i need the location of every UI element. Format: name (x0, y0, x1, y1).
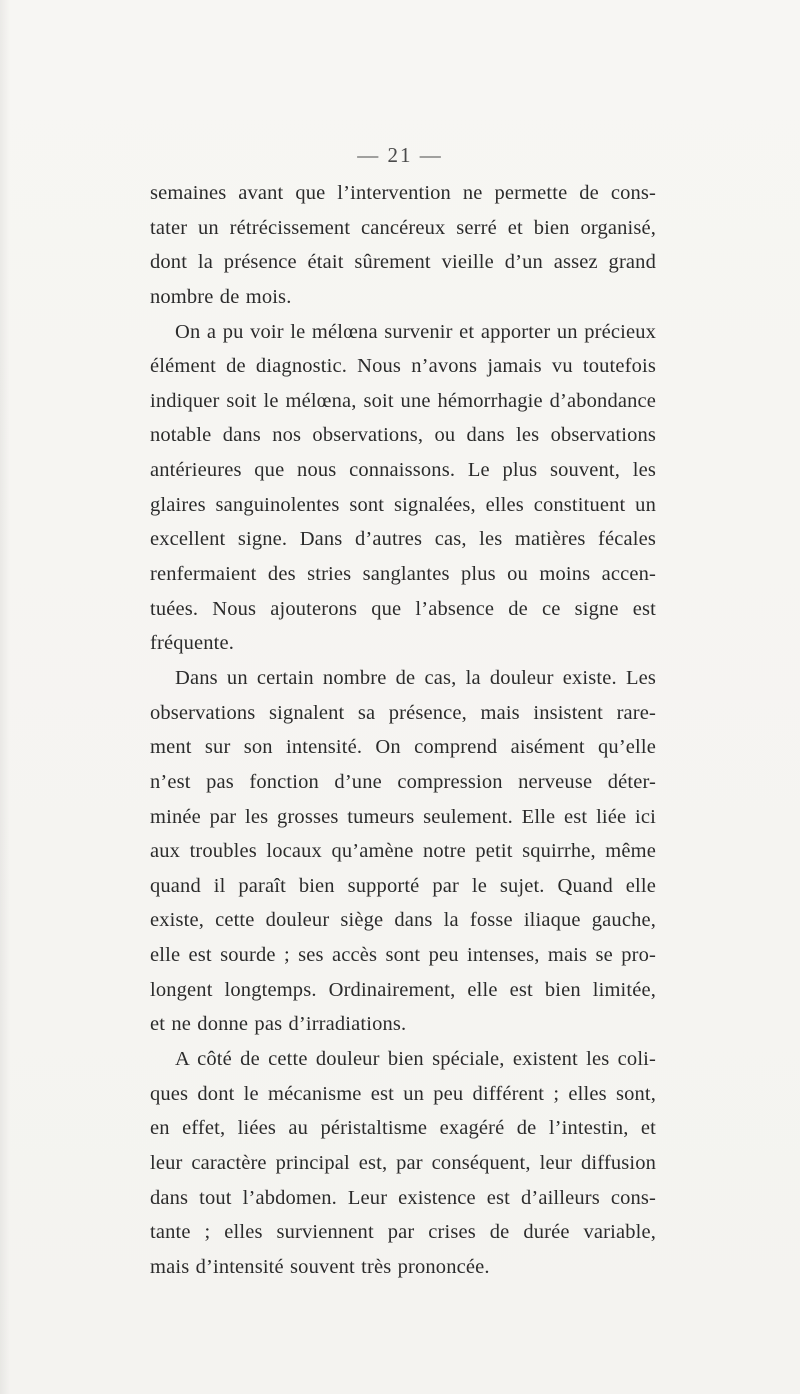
text-line: longent longtemps. Ordinairement, elle est bien limitée, (150, 978, 656, 1001)
text-line: indiquer soit le mélœna, soit une hémorrhagie d’abondance (150, 389, 656, 412)
text-line: excellent signe. Dans d’autres cas, les matières fécales (150, 528, 656, 551)
text-line: semaines avant que l’intervention ne permette de cons- (150, 182, 656, 204)
text-line: leur caractère principal est, par conséquent, leur diffusion (150, 1151, 656, 1174)
text-line: elle est sourde ; ses accès sont peu intenses, mais se pro- (150, 944, 656, 967)
text-line: On a pu voir le mélœna survenir et apporter un précieux (175, 320, 656, 343)
text-line: ques dont le mécanisme est un peu différent ; elles sont, (150, 1082, 656, 1105)
text-line: quand il paraît bien supporté par le sujet. Quand elle (150, 874, 656, 897)
text-line: observations signalent sa présence, mais insistent rare- (150, 701, 656, 724)
text-line: minée par les grosses tumeurs seulement. Elle est liée ici (150, 805, 656, 828)
text-line: ment sur son intensité. On comprend aisément qu’elle (150, 736, 656, 759)
text-line: en effet, liées au péristaltisme exagéré de l’intestin, et (150, 1117, 656, 1140)
text-line: antérieures que nous connaissons. Le plus souvent, les (150, 459, 656, 482)
text-line: fréquente. (150, 632, 235, 655)
text-line: glaires sanguinolentes sont signalées, elles constituent un (150, 493, 656, 516)
text-line: A côté de cette douleur bien spéciale, existent les coli- (175, 1048, 656, 1071)
text-line: notable dans nos observations, ou dans les observations (150, 424, 656, 447)
text-line: n’est pas fonction d’une compression nerveuse déter- (150, 770, 656, 793)
text-line: dont la présence était sûrement vieille d’un assez grand (150, 251, 656, 274)
page-number: — 21 — (357, 143, 443, 167)
text-line: élément de diagnostic. Nous n’avons jamais vu toutefois (150, 355, 656, 378)
body-text (150, 176, 656, 1285)
text-line: renfermaient des stries sanglantes plus ou moins accen- (150, 563, 656, 586)
text-line: tuées. Nous ajouterons que l’absence de ce signe est (150, 597, 656, 620)
text-line: dans tout l’abdomen. Leur existence est d’ailleurs cons- (150, 1186, 656, 1209)
text-line: existe, cette douleur siège dans la fosse iliaque gauche, (150, 909, 656, 932)
text-line: nombre de mois. (150, 285, 292, 308)
text-line: tante ; elles surviennent par crises de durée variable, (150, 1221, 656, 1244)
text-line: et ne donne pas d’irradiations. (150, 1013, 407, 1036)
text-line: Dans un certain nombre de cas, la douleur existe. Les (175, 666, 656, 689)
text-line: tater un rétrécissement cancéreux serré et bien organisé, (150, 216, 656, 239)
text-line: mais d’intensité souvent très prononcée. (150, 1255, 490, 1278)
text-line: aux troubles locaux qu’amène notre petit squirrhe, même (150, 840, 656, 863)
